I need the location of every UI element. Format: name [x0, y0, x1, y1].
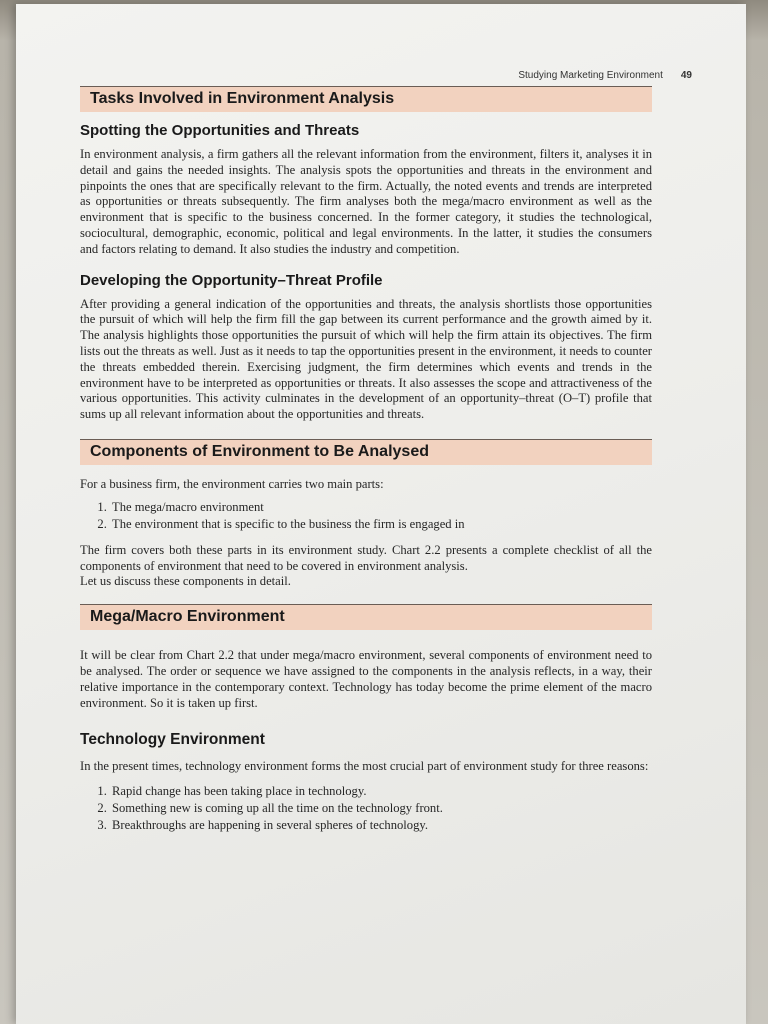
list-environment-parts [80, 499, 652, 533]
paragraph-technology-intro: In the present times, technology environment forms the most crucial part of environment study for three reasons: [80, 759, 649, 774]
list-item: 1. The mega/macro environment [110, 499, 652, 516]
section-heading-macro: Mega/Macro Environment [80, 604, 652, 630]
section-heading-tasks: Tasks Involved in Environment Analysis [80, 86, 652, 112]
list-technology-reasons [80, 783, 652, 834]
list-item: 3. Breakthroughs are happening in several spheres of technology. [110, 817, 652, 834]
page-content [80, 86, 652, 834]
list-item: 1. Rapid change has been taking place in technology. [110, 783, 652, 800]
paragraph-ot-profile: After providing a general indication of the opportunities and threats, the analysis shortlists those opportunities the pursuit of which will help the firm fill the gap between its current performance and the growth aimed by it. The analysis highlights those opportunities the pursuit of which will help the firm attain its objectives. The firm lists out the threats as well. Just as it needs to tap the opportunities present in the environment, it needs to counter the threats embedded therein. Exercising judgment, the firm determines which events and trends in the environment have to be interpreted as opportunities or threats. It also assesses the scope and attractiveness of the various opportunities. This activity culminates in the development of an opportunity–threat (O–T) profile that sums up all relevant information about the opportunities and threats. [80, 296, 652, 422]
paragraph-macro: It will be clear from Chart 2.2 that under mega/macro environment, several components of environment need to be analysed. The order or sequence we have assigned to the components in the analysis reflects, in a way, their relative importance in the contemporary context. Technology has today become the prime element of the macro environment. So it is taken up first. [80, 648, 652, 710]
list-item: 2. The environment that is specific to the business the firm is engaged in [110, 516, 652, 533]
page-number: 49 [680, 70, 692, 81]
subheading-ot-profile: Developing the Opportunity–Threat Profile [80, 271, 383, 289]
running-head [472, 70, 692, 81]
paragraph-opportunities-threats: In environment analysis, a firm gathers all the relevant information from the environment, filters it, analyses it in detail and gains the needed insights. The analysis spots the opportunities and threats in the environment and pinpoints the ones that are specifically relevant to the firm. Actually, the noted events and trends are interpreted as opportunities or threats subsequently. The firm analyses both the mega/macro environment as well as the environment that is specific to the business concerned. In the former category, it studies the technological, sociocultural, demographic, economic, political and legal environments. In the latter, it studies the consumers and factors relating to demand. It also studies the industry and competition. [80, 147, 652, 256]
paragraph-components: The firm covers both these parts in its environment study. Chart 2.2 presents a complete checklist of all the components of environment that need to be covered in environment analysis. [80, 542, 652, 573]
book-page [16, 4, 746, 1024]
subheading-opportunities-threats: Spotting the Opportunities and Threats [80, 122, 360, 139]
subheading-technology: Technology Environment [80, 731, 265, 749]
paragraph-components-closing: Let us discuss these components in detail. [80, 574, 291, 589]
running-head-title: Studying Marketing Environment [518, 70, 663, 81]
list-item: 2. Something new is coming up all the time on the technology front. [110, 800, 652, 817]
paragraph-components-intro: For a business firm, the environment carries two main parts: [80, 476, 384, 491]
section-heading-components: Components of Environment to Be Analysed [80, 439, 652, 465]
